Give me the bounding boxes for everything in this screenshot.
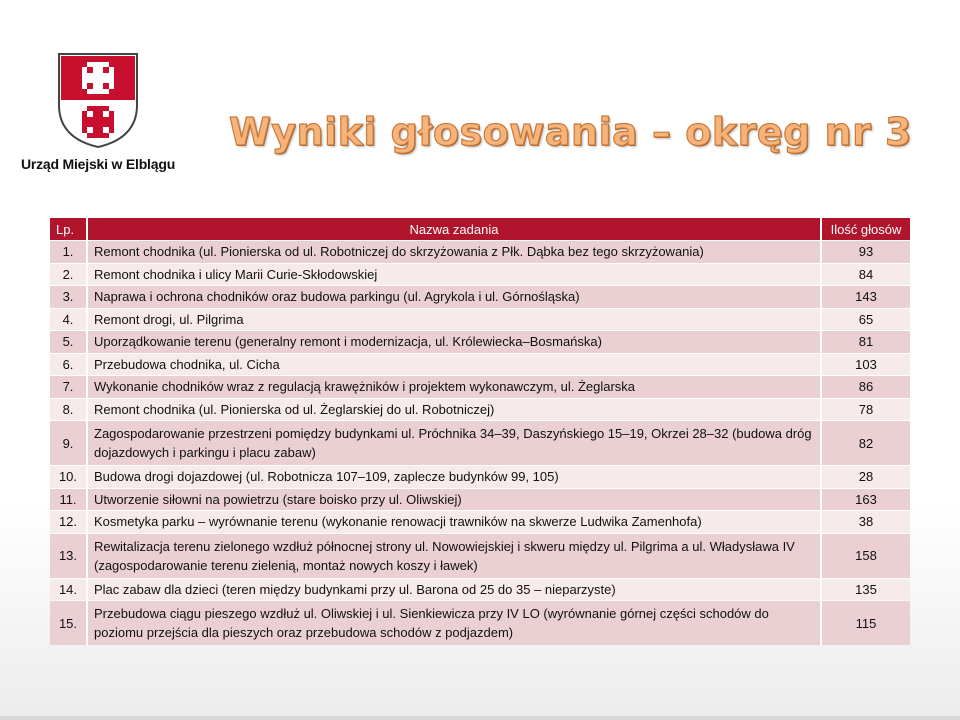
row-name: Remont chodnika (ul. Pionierska od ul. Robotniczej do skrzyżowania z Płk. Dąbka bez tego skrzyżowania) [88,241,822,263]
table-row [50,579,910,601]
row-lp: 11. [50,489,88,511]
row-count: 82 [822,421,910,465]
row-count: 86 [822,376,910,398]
row-count: 81 [822,331,910,353]
header-count: Ilość głosów [822,218,910,240]
row-name: Utworzenie siłowni na powietrzu (stare boisko przy ul. Oliwskiej) [88,489,822,511]
row-count: 103 [822,354,910,376]
row-lp: 7. [50,376,88,398]
table-row [50,466,910,488]
row-count: 135 [822,579,910,601]
row-name: Rewitalizacja terenu zielonego wzdłuż północnej strony ul. Nowowiejskiej i skweru między ul. Pilgrima a ul. Władysława IV (zagospodarowanie terenu zielenią, montaż nowych koszy i ławek) [88,534,822,578]
row-name: Przebudowa chodnika, ul. Cicha [88,354,822,376]
row-name: Zagospodarowanie przestrzeni pomiędzy budynkami ul. Próchnika 34–39, Daszyńskiego 15–19, Okrzei 28–32 (budowa dróg dojazdowych i parkingu i placu zabaw) [88,421,822,465]
logo-block [18,50,178,172]
row-lp: 6. [50,354,88,376]
elblag-coat-of-arms-icon [55,50,141,150]
page-title: Wyniki głosowania – okręg nr 3 [228,110,912,154]
table-row [50,264,910,286]
table-row [50,511,910,533]
row-lp: 1. [50,241,88,263]
row-lp: 3. [50,286,88,308]
row-name: Przebudowa ciągu pieszego wzdłuż ul. Oliwskiej i ul. Sienkiewicza przy IV LO (wyrównanie górnej części schodów do poziomu przejścia dla pieszych oraz przebudowa schodów z podjazdem) [88,601,822,645]
row-name: Budowa drogi dojazdowej (ul. Robotnicza 107–109, zaplecze budynków 99, 105) [88,466,822,488]
row-count: 78 [822,399,910,421]
row-lp: 13. [50,534,88,578]
row-count: 28 [822,466,910,488]
row-name: Plac zabaw dla dzieci (teren między budynkami przy ul. Barona od 25 do 35 – nieparzyste) [88,579,822,601]
row-name: Remont chodnika i ulicy Marii Curie-Skłodowskiej [88,264,822,286]
row-name: Remont chodnika (ul. Pionierska od ul. Żeglarskiej do ul. Robotniczej) [88,399,822,421]
table-row [50,399,910,421]
table-row [50,354,910,376]
row-count: 143 [822,286,910,308]
table-row [50,331,910,353]
table-row [50,309,910,331]
header-lp: Lp. [50,218,88,240]
row-lp: 12. [50,511,88,533]
row-count: 65 [822,309,910,331]
table-row [50,601,910,645]
row-lp: 14. [50,579,88,601]
results-table [50,217,910,646]
bottom-bar [0,716,960,720]
row-name: Uporządkowanie terenu (generalny remont i modernizacja, ul. Królewiecka–Bosmańska) [88,331,822,353]
table-row [50,534,910,578]
row-name: Remont drogi, ul. Pilgrima [88,309,822,331]
table-row [50,286,910,308]
table-row [50,489,910,511]
table-header-row [50,218,910,240]
row-count: 158 [822,534,910,578]
row-count: 84 [822,264,910,286]
table-row [50,241,910,263]
row-lp: 2. [50,264,88,286]
row-name: Kosmetyka parku – wyrównanie terenu (wykonanie renowacji trawników na skwerze Ludwika Zamenhofa) [88,511,822,533]
office-name: Urząd Miejski w Elblągu [20,156,176,172]
row-lp: 15. [50,601,88,645]
row-count: 38 [822,511,910,533]
row-lp: 9. [50,421,88,465]
row-lp: 8. [50,399,88,421]
header-name: Nazwa zadania [88,218,822,240]
row-lp: 4. [50,309,88,331]
row-count: 163 [822,489,910,511]
row-lp: 5. [50,331,88,353]
table-row [50,376,910,398]
row-lp: 10. [50,466,88,488]
row-name: Wykonanie chodników wraz z regulacją krawężników i projektem wykonawczym, ul. Żeglarska [88,376,822,398]
row-count: 115 [822,601,910,645]
row-name: Naprawa i ochrona chodników oraz budowa parkingu (ul. Agrykola i ul. Górnośląska) [88,286,822,308]
table-row [50,421,910,465]
row-count: 93 [822,241,910,263]
